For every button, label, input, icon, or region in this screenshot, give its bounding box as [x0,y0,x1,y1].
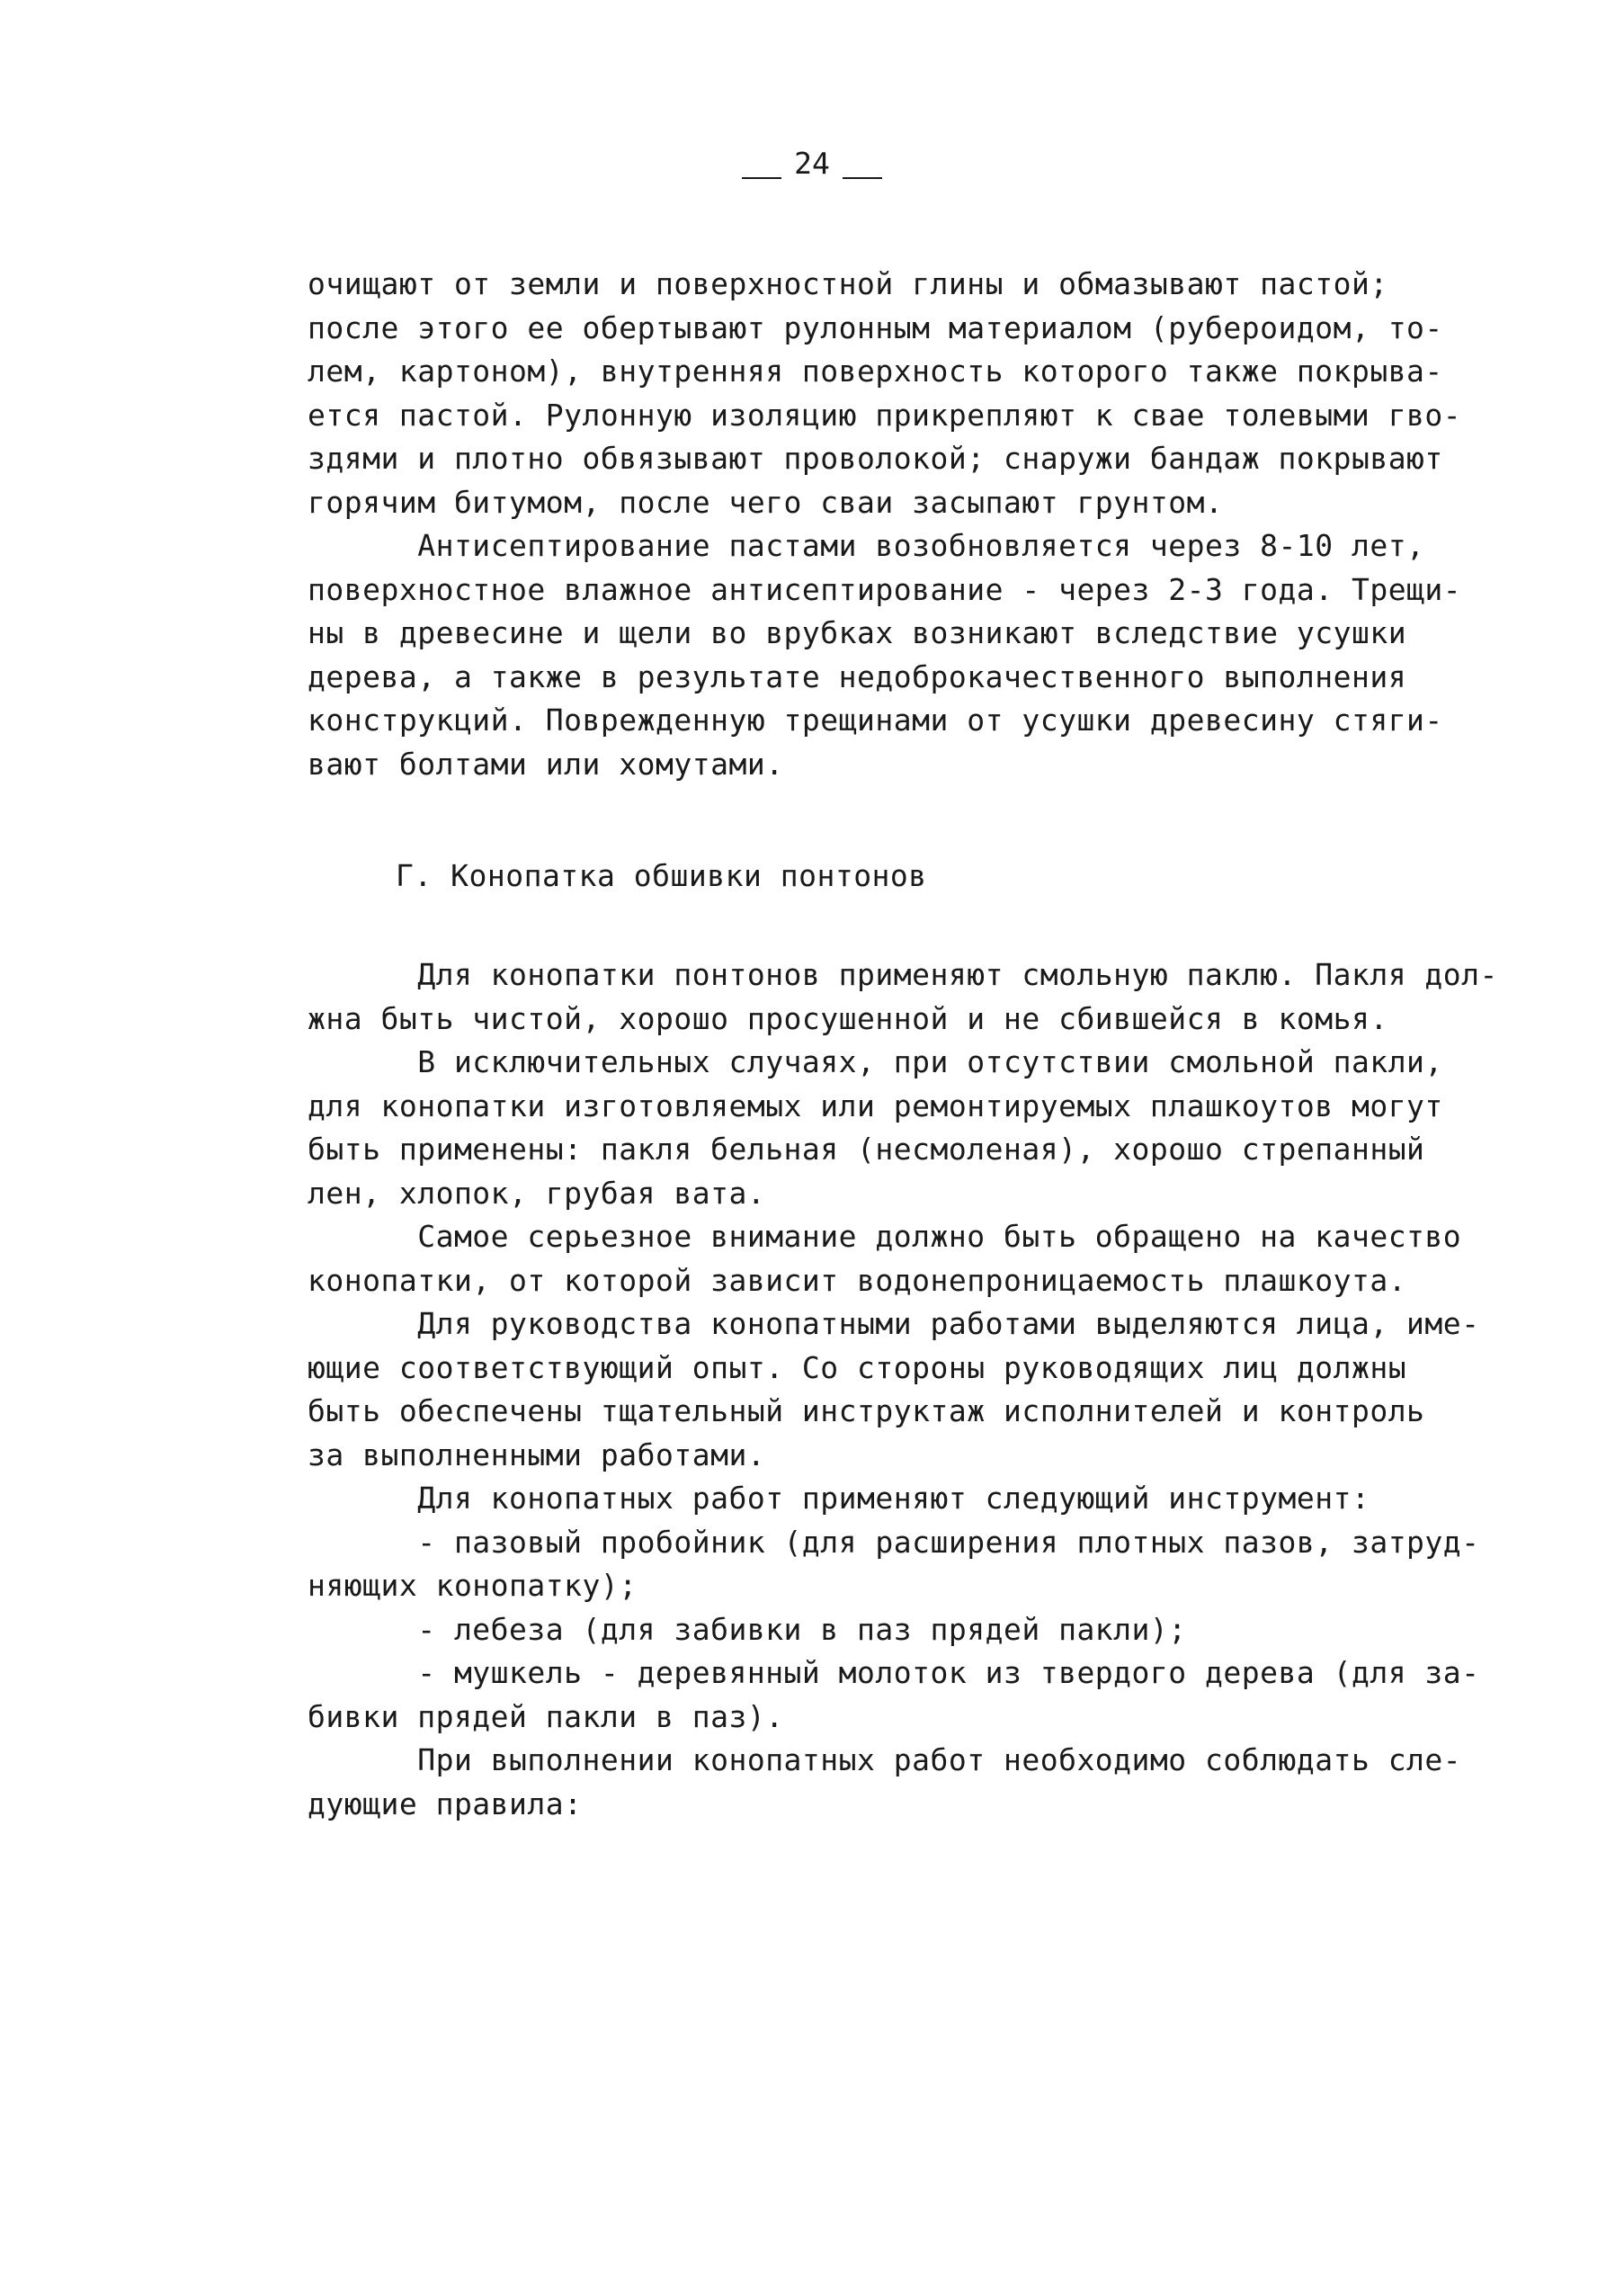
body-text-section-1 [308,263,1495,786]
page-number-text: 24 [794,146,830,181]
text-line: Для конопатки понтонов применяют смольную паклю. Пакля дол- [308,957,1498,992]
text-line: дерева, а также в результате недоброкачественного выполнения [308,658,1407,694]
text-line: лен, хлопок, грубая вата. [308,1175,766,1211]
text-line: Для руководства конопатными работами выделяются лица, име- [308,1306,1480,1341]
text-line: - мушкель - деревянный молоток из твердого дерева (для за- [308,1655,1480,1690]
text-line: дующие правила: [308,1785,583,1821]
page-number-dash-right [843,177,882,179]
text-line: поверхностное влажное антисептирование - через 2-3 года. Трещи- [308,571,1462,607]
text-line: - пазовый пробойник (для расширения плотных пазов, затруд- [308,1524,1480,1560]
text-line: после этого ее обертывают рулонным материалом (рубероидом, то- [308,309,1443,345]
text-line: конопатки, от которой зависит водонепроницаемость плашкоута. [308,1262,1407,1298]
page-number-dash-left [742,177,781,179]
text-line: здями и плотно обвязывают проволокой; снаружи бандаж покрывают [308,441,1443,476]
text-line: бивки прядей пакли в паз). [308,1698,784,1734]
text-line: конструкций. Поврежденную трещинами от усушки древесину стяги- [308,702,1443,738]
page-number [0,144,1624,183]
text-line: за выполненными работами. [308,1436,766,1472]
text-line: лем, картоном), внутренняя поверхность которого также покрыва- [308,353,1443,389]
text-line: ется пастой. Рулонную изоляцию прикрепляют к свае толевыми гво- [308,397,1462,433]
text-line: В исключительных случаях, при отсутствии смольной пакли, [308,1044,1443,1079]
text-line: Антисептирование пастами возобновляется через 8-10 лет, [308,528,1425,563]
text-line: горячим битумом, после чего сваи засыпают грунтом. [308,484,1224,520]
text-line: ющие соответствующий опыт. Со стороны руководящих лиц должны [308,1349,1407,1385]
section-heading: Г. Конопатка обшивки понтонов [396,858,927,893]
text-line: ны в древесине и щели во врубках возникают вследствие усушки [308,615,1407,650]
text-line: для конопатки изготовляемых или ремонтируемых плашкоутов могут [308,1087,1443,1123]
text-line: няющих конопатку); [308,1568,638,1603]
text-line: Самое серьезное внимание должно быть обращено на качество [308,1219,1462,1254]
text-line: Для конопатных работ применяют следующий инструмент: [308,1481,1370,1516]
text-line: При выполнении конопатных работ необходимо соблюдать сле- [308,1742,1462,1777]
text-line: очищают от земли и поверхностной глины и обмазывают пастой; [308,266,1388,301]
text-line: быть обеспечены тщательный инструктаж исполнителей и контроль [308,1393,1425,1428]
body-text-section-2 [308,953,1498,1826]
text-line: вают болтами или хомутами. [308,746,784,782]
text-line: - лебеза (для забивки в паз прядей пакли); [308,1611,1187,1647]
text-line: быть применены: пакля бельная (несмоленая), хорошо стрепанный [308,1132,1425,1167]
text-line: жна быть чистой, хорошо просушенной и не сбившейся в комья. [308,1000,1388,1036]
